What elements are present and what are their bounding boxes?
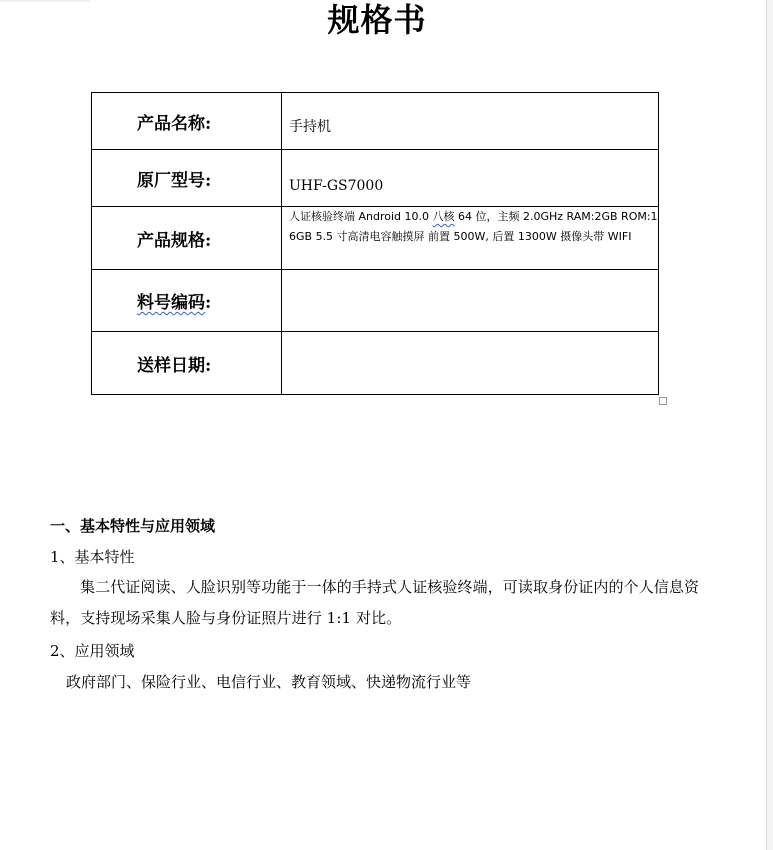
model-number-label: 原厂型号: — [92, 150, 282, 207]
spec-text-part: 人证核验终端 Android 10.0 — [289, 210, 433, 223]
table-row — [92, 270, 659, 332]
basic-features-paragraph: 集二代证阅读、人脸识别等功能于一体的手持式人证核验终端，可读取身份证内的个人信息资料，支持现场采集人脸与身份证照片进行 1:1 对比。 — [50, 578, 700, 627]
section-heading: 一、基本特性与应用领域 — [50, 517, 216, 535]
model-number-value[interactable]: UHF-GS7000 — [282, 150, 659, 207]
table-row — [92, 150, 659, 207]
product-name-value[interactable]: 手持机 — [282, 93, 659, 150]
product-spec-label: 产品规格: — [92, 207, 282, 270]
spec-text-part-underlined: 八核 — [432, 210, 455, 223]
document-title: 规格书 — [327, 1, 427, 39]
table-row — [92, 93, 659, 150]
subheading-application-fields: 2、应用领域 — [50, 642, 135, 660]
sample-date-value[interactable] — [282, 332, 659, 395]
table-row — [92, 332, 659, 395]
sample-date-label: 送样日期: — [92, 332, 282, 395]
spec-text-part: 64 位，主频 2.0GHz RAM:2GB ROM:16GB 5.5 寸高清电容触摸屏 前置 500W, 后置 1300W 摄像头带 WIFI — [289, 210, 658, 243]
table-resize-handle[interactable] — [659, 397, 667, 405]
subheading-basic-features: 1、基本特性 — [50, 548, 135, 566]
part-code-label-text: 料号编码 — [137, 293, 205, 313]
part-code-label-colon: : — [205, 293, 212, 313]
product-name-label: 产品名称: — [92, 93, 282, 150]
page-right-edge — [766, 0, 773, 850]
product-spec-value[interactable] — [282, 207, 659, 270]
spec-table — [91, 92, 659, 395]
application-fields-paragraph: 政府部门、保险行业、电信行业、教育领域、快递物流行业等 — [66, 673, 472, 691]
table-row — [92, 207, 659, 270]
part-code-label — [92, 270, 282, 332]
part-code-value[interactable] — [282, 270, 659, 332]
